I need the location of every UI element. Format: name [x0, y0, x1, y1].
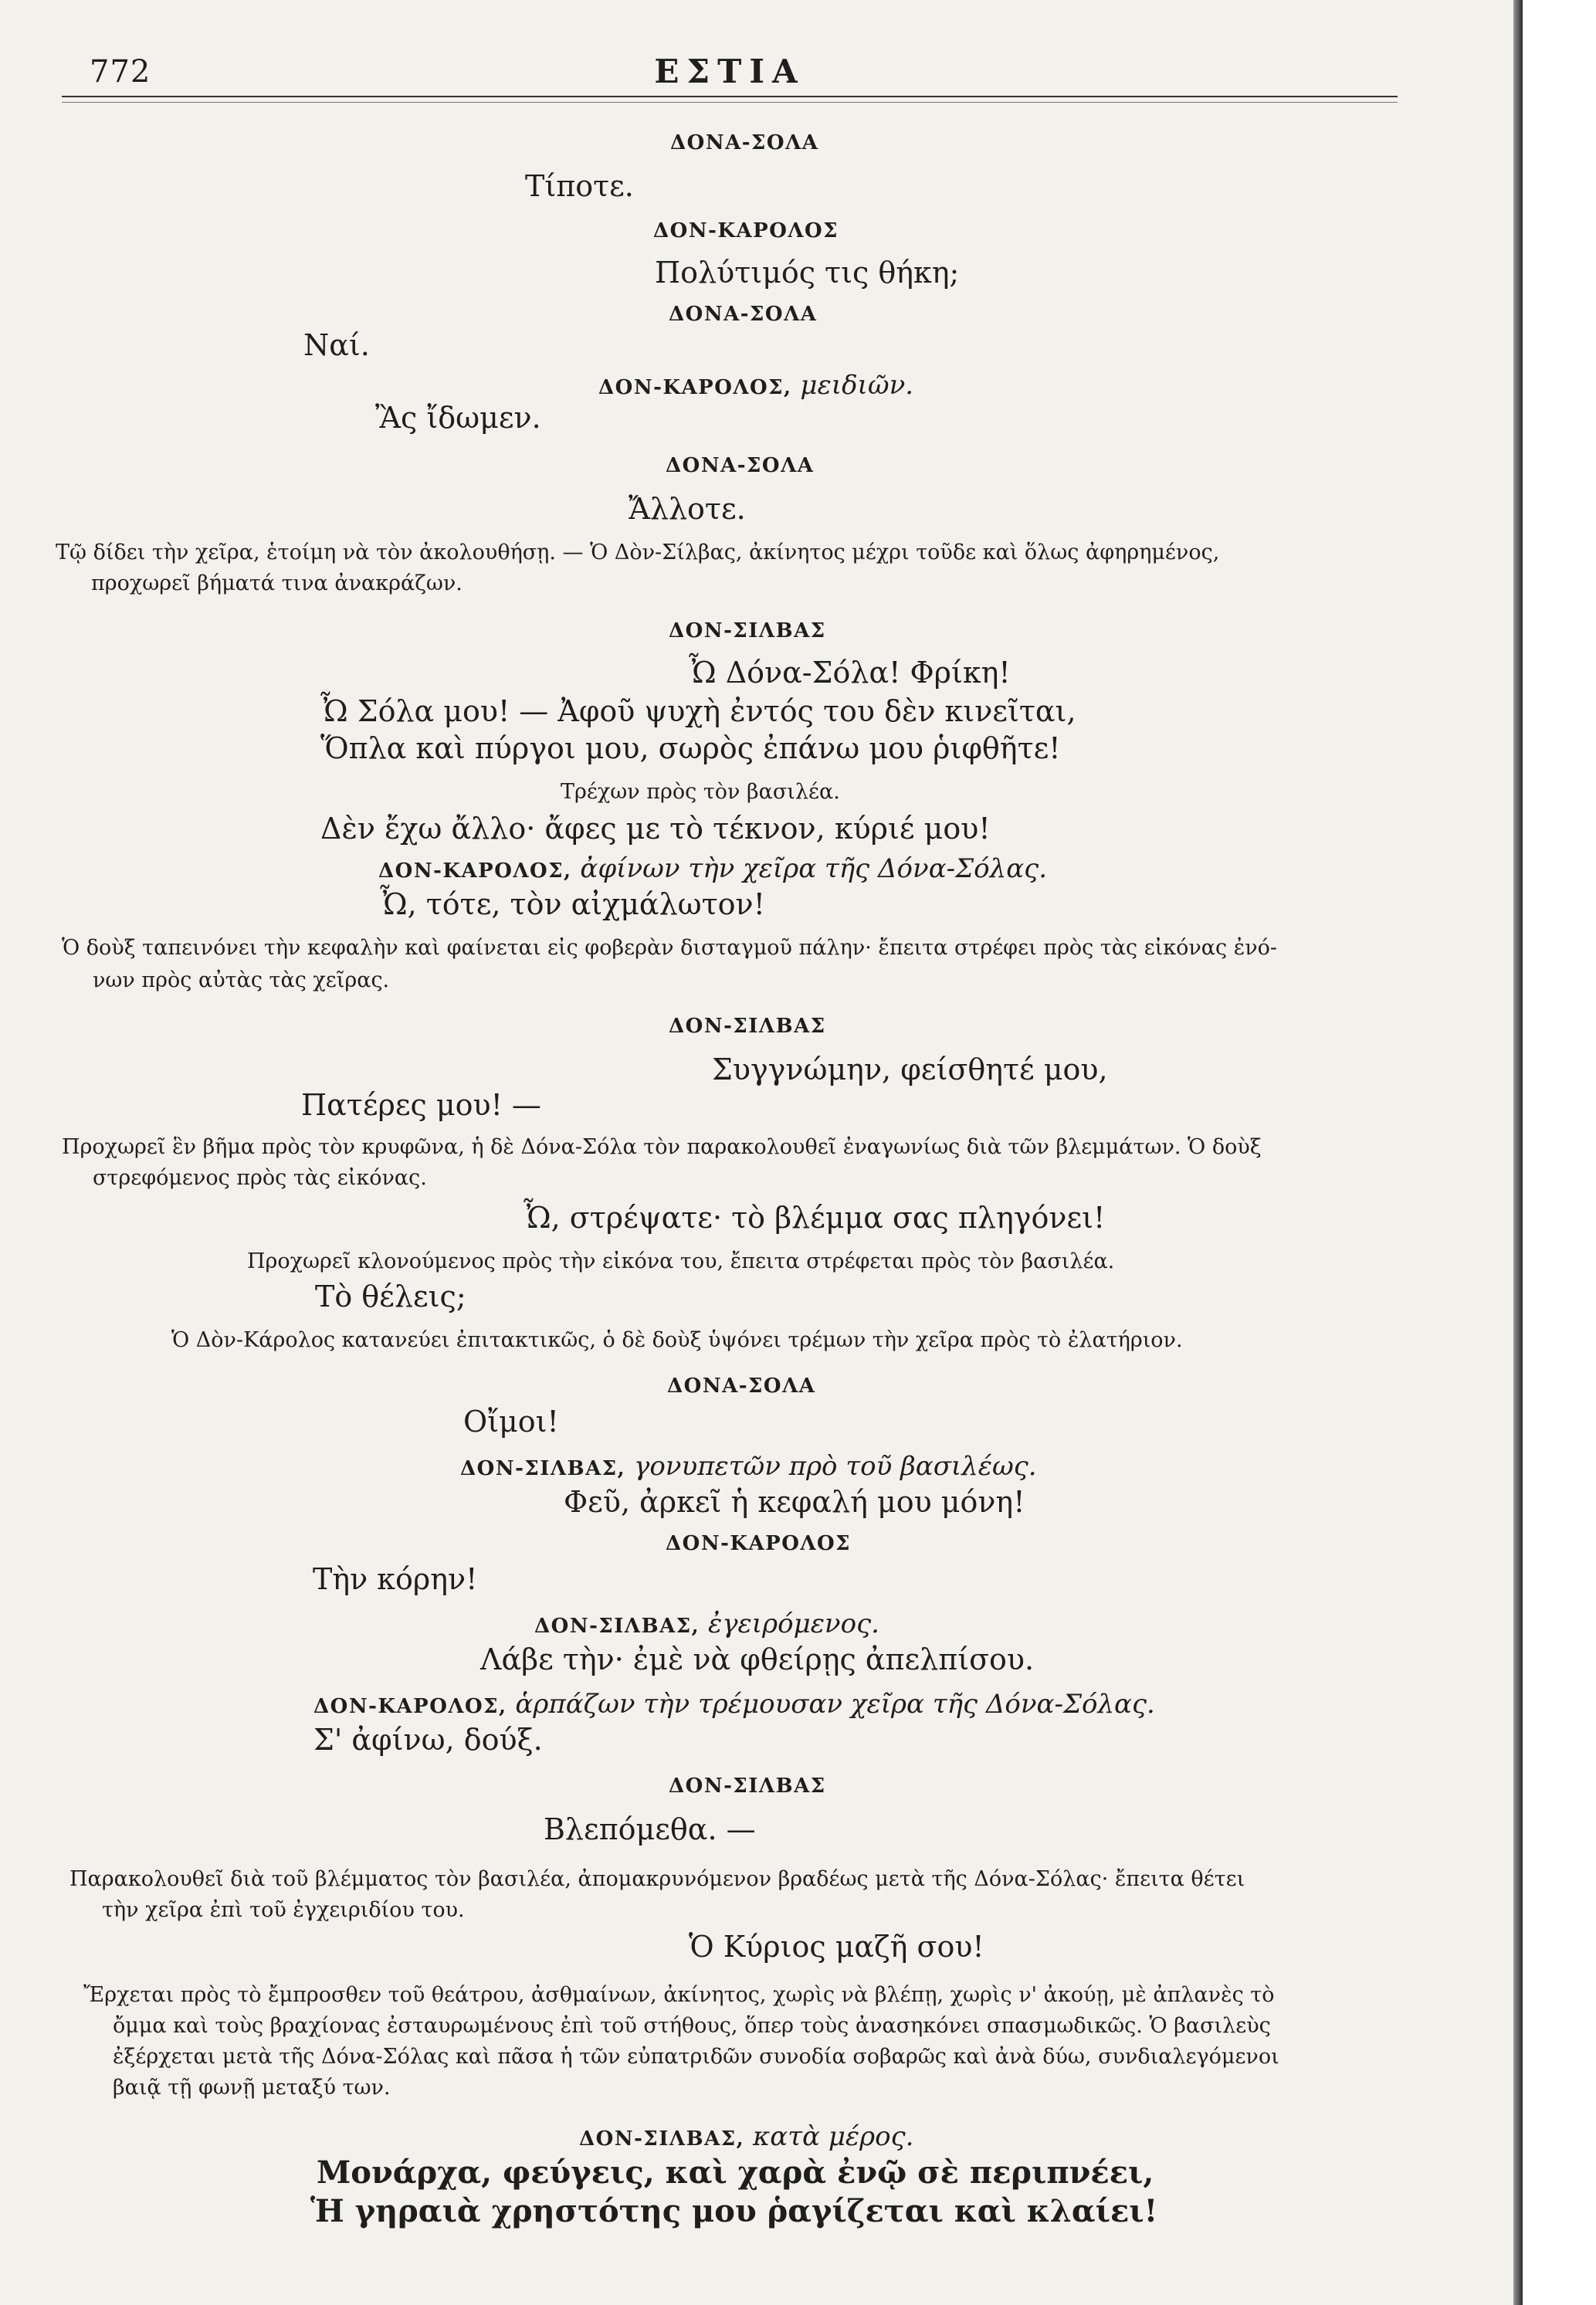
- running-title: ΕΣΤΙΑ: [654, 53, 805, 90]
- page-number: 772: [90, 54, 151, 90]
- speaker-name: ΔΟΝ-ΣΙΛΒΑΣ: [669, 619, 826, 642]
- page-header: [62, 48, 1398, 94]
- speaker-with-direction: [534, 1608, 879, 1639]
- speaker-name: ΔΟΝΑ-ΣΟΛΑ: [666, 454, 815, 477]
- stage-direction: στρεφόμενος πρὸς τὰς εἰκόνας.: [93, 1166, 427, 1190]
- inline-direction: κατὰ μέρος.: [744, 2121, 914, 2152]
- speaker-name: ΔΟΝ-ΣΙΛΒΑΣ: [669, 1775, 826, 1798]
- stage-direction: τὴν χεῖρα ἐπὶ τοῦ ἐγχειριδίου του.: [102, 1898, 465, 1922]
- stage-direction: Τρέχων πρὸς τὸν βασιλέα.: [561, 780, 840, 804]
- stage-direction: Προχωρεῖ ἓν βῆμα πρὸς τὸν κρυφῶνα, ἡ δὲ Δόνα-Σόλα τὸν παρακολουθεῖ ἐναγωνίως διὰ τῶν βλεμμάτων. Ὁ δοὺξ: [62, 1135, 1262, 1159]
- verse-line: Ἡ γηραιὰ χρηστότης μου ῥαγίζεται καὶ κλαίει!: [310, 2193, 1158, 2229]
- verse-line: Φεῦ, ἀρκεῖ ἡ κεφαλή μου μόνη!: [564, 1485, 1025, 1519]
- verse-line: Δὲν ἔχω ἄλλο· ἄφες με τὸ τέκνον, κύριέ μου!: [320, 812, 991, 846]
- stage-direction: ὄμμα καὶ τοὺς βραχίονας ἐσταυρωμένους ἐπὶ τοῦ στήθους, ὅπερ τοὺς ἀνασηκόνει σπασμωδικῶς. Ὁ βασιλεὺς: [113, 2014, 1271, 2038]
- verse-line: Ὦ, τότε, τὸν αἰχμάλωτον!: [380, 887, 765, 921]
- page-edge-shadow: [1513, 0, 1523, 2305]
- verse-line: Πατέρες μου! —: [301, 1088, 541, 1122]
- inline-direction: μειδιῶν.: [791, 370, 914, 401]
- inline-direction: ἀφίνων τὴν χεῖρα τῆς Δόνα-Σόλας.: [571, 853, 1048, 884]
- stage-direction: Ἔρχεται πρὸς τὸ ἔμπροσθεν τοῦ θεάτρου, ἀσθμαίνων, ἀκίνητος, χωρὶς νὰ βλέπῃ, χωρὶς ν' ἀκούῃ, μὲ ἀπλανὲς τὸ: [83, 1983, 1275, 2007]
- speaker-name: ΔΟΝ-ΣΙΛΒΑΣ: [669, 1015, 826, 1038]
- stage-direction: Τῷ δίδει τὴν χεῖρα, ἑτοίμη νὰ τὸν ἀκολουθήσῃ. — Ὁ Δὸν-Σίλβας, ἀκίνητος μέχρι τοῦδε καὶ ὅλως ἀφηρημένος,: [56, 541, 1220, 564]
- speaker-name: ΔΟΝΑ-ΣΟΛΑ: [670, 131, 819, 154]
- stage-direction: Παρακολουθεῖ διὰ τοῦ βλέμματος τὸν βασιλέα, ἀπομακρυνόμενον βραδέως μετὰ τῆς Δόνα-Σόλας· ἔπειτα θέτει: [69, 1867, 1245, 1891]
- speaker-name: ΔΟΝΑ-ΣΟΛΑ: [667, 1375, 816, 1398]
- speaker-name: ΔΟΝ-ΣΙΛΒΑΣ,: [460, 1457, 626, 1480]
- speaker-name: ΔΟΝ-ΚΑΡΟΛΟΣ,: [598, 376, 792, 399]
- verse-line: Λάβε τὴν· ἐμὲ νὰ φθείρῃς ἀπελπίσου.: [480, 1642, 1035, 1676]
- speaker-with-direction: [460, 1453, 1037, 1480]
- stage-direction: νων πρὸς αὐτὰς τὰς χεῖρας.: [93, 968, 390, 992]
- verse-line: Ὦ Δόνα-Σόλα! Φρίκη!: [689, 656, 1011, 690]
- speaker-name: ΔΟΝΑ-ΣΟΛΑ: [669, 303, 818, 326]
- speaker-with-direction: [378, 853, 1048, 884]
- verse-line: Μονάρχα, φεύγεις, καὶ χαρὰ ἐνῷ σὲ περιπνέει,: [317, 2154, 1154, 2191]
- verse-line: Ἂς ἴδωμεν.: [375, 401, 541, 435]
- scan-margin: [1523, 0, 1596, 2305]
- stage-direction: ἐξέρχεται μετὰ τῆς Δόνα-Σόλας καὶ πᾶσα ἡ τῶν εὐπατριδῶν συνοδία σοβαρῶς καὶ ἀνὰ δύω, συνδιαλεγόμενοι: [113, 2045, 1279, 2069]
- verse-line: Ναί.: [303, 328, 370, 362]
- speaker-name: ΔΟΝ-ΚΑΡΟΛΟΣ,: [313, 1695, 507, 1718]
- verse-line: Οἴμοι!: [463, 1405, 559, 1439]
- stage-direction: βαιᾷ τῇ φωνῇ μεταξύ των.: [113, 2076, 391, 2100]
- speaker-with-direction: [313, 1689, 1155, 1720]
- speaker-name: ΔΟΝ-ΣΙΛΒΑΣ,: [534, 1615, 700, 1638]
- inline-direction: ἐγειρόμενος.: [700, 1608, 879, 1639]
- stage-direction: προχωρεῖ βήματά τινα ἀνακράζων.: [91, 571, 463, 595]
- stage-direction: Ὁ δοὺξ ταπεινόνει τὴν κεφαλὴν καὶ φαίνεται εἰς φοβερὰν δισταγμοῦ πάλην· ἔπειτα στρέφει πρὸς τὰς εἰκόνας ἐνό-: [62, 936, 1278, 960]
- inline-direction: ἁρπάζων τὴν τρέμουσαν χεῖρα τῆς Δόνα-Σόλας.: [507, 1689, 1155, 1720]
- speaker-name: ΔΟΝ-ΚΑΡΟΛΟΣ,: [378, 859, 572, 883]
- speaker-name: ΔΟΝ-ΚΑΡΟΛΟΣ: [666, 1532, 852, 1555]
- header-rule-thin: [62, 102, 1398, 103]
- verse-line: Ὦ, στρέψατε· τὸ βλέμμα σας πληγόνει!: [524, 1201, 1106, 1235]
- speaker-with-direction: [598, 370, 914, 401]
- verse-line: Τὸ θέλεις;: [315, 1280, 466, 1314]
- verse-line: Τὴν κόρην!: [313, 1562, 478, 1596]
- speaker-name: ΔΟΝ-ΚΑΡΟΛΟΣ: [653, 219, 839, 242]
- stage-direction: Προχωρεῖ κλονούμενος πρὸς τὴν εἰκόνα του, ἔπειτα στρέφεται πρὸς τὸν βασιλέα.: [247, 1249, 1115, 1273]
- verse-line: Ὅπλα καὶ πύργοι μου, σωρὸς ἐπάνω μου ῥιφθῆτε!: [320, 731, 1061, 765]
- verse-line: Ὦ Σόλα μου! — Ἀφοῦ ψυχὴ ἐντός του δὲν κινεῖται,: [320, 694, 1076, 728]
- speaker-name: ΔΟΝ-ΣΙΛΒΑΣ,: [579, 2127, 745, 2151]
- verse-line: Τίποτε.: [525, 169, 634, 203]
- header-rule: [62, 96, 1398, 97]
- verse-line: Συγγνώμην, φείσθητέ μου,: [712, 1053, 1108, 1086]
- verse-line: Ἄλλοτε.: [629, 492, 746, 526]
- inline-direction: γονυπετῶν πρὸ τοῦ βασιλέως.: [625, 1451, 1037, 1482]
- verse-line: Βλεπόμεθα. —: [544, 1812, 756, 1846]
- stage-direction: Ὁ Δὸν-Κάρολος κατανεύει ἐπιτακτικῶς, ὁ δὲ δοὺξ ὑψόνει τρέμων τὴν χεῖρα πρὸς τὸ ἐλατήριον.: [171, 1328, 1183, 1352]
- verse-line: Σ' ἀφίνω, δούξ.: [313, 1723, 543, 1757]
- verse-line: Πολύτιμός τις θήκη;: [655, 256, 960, 290]
- speaker-with-direction: [579, 2121, 914, 2152]
- verse-line: Ὁ Κύριος μαζῆ σου!: [689, 1930, 984, 1964]
